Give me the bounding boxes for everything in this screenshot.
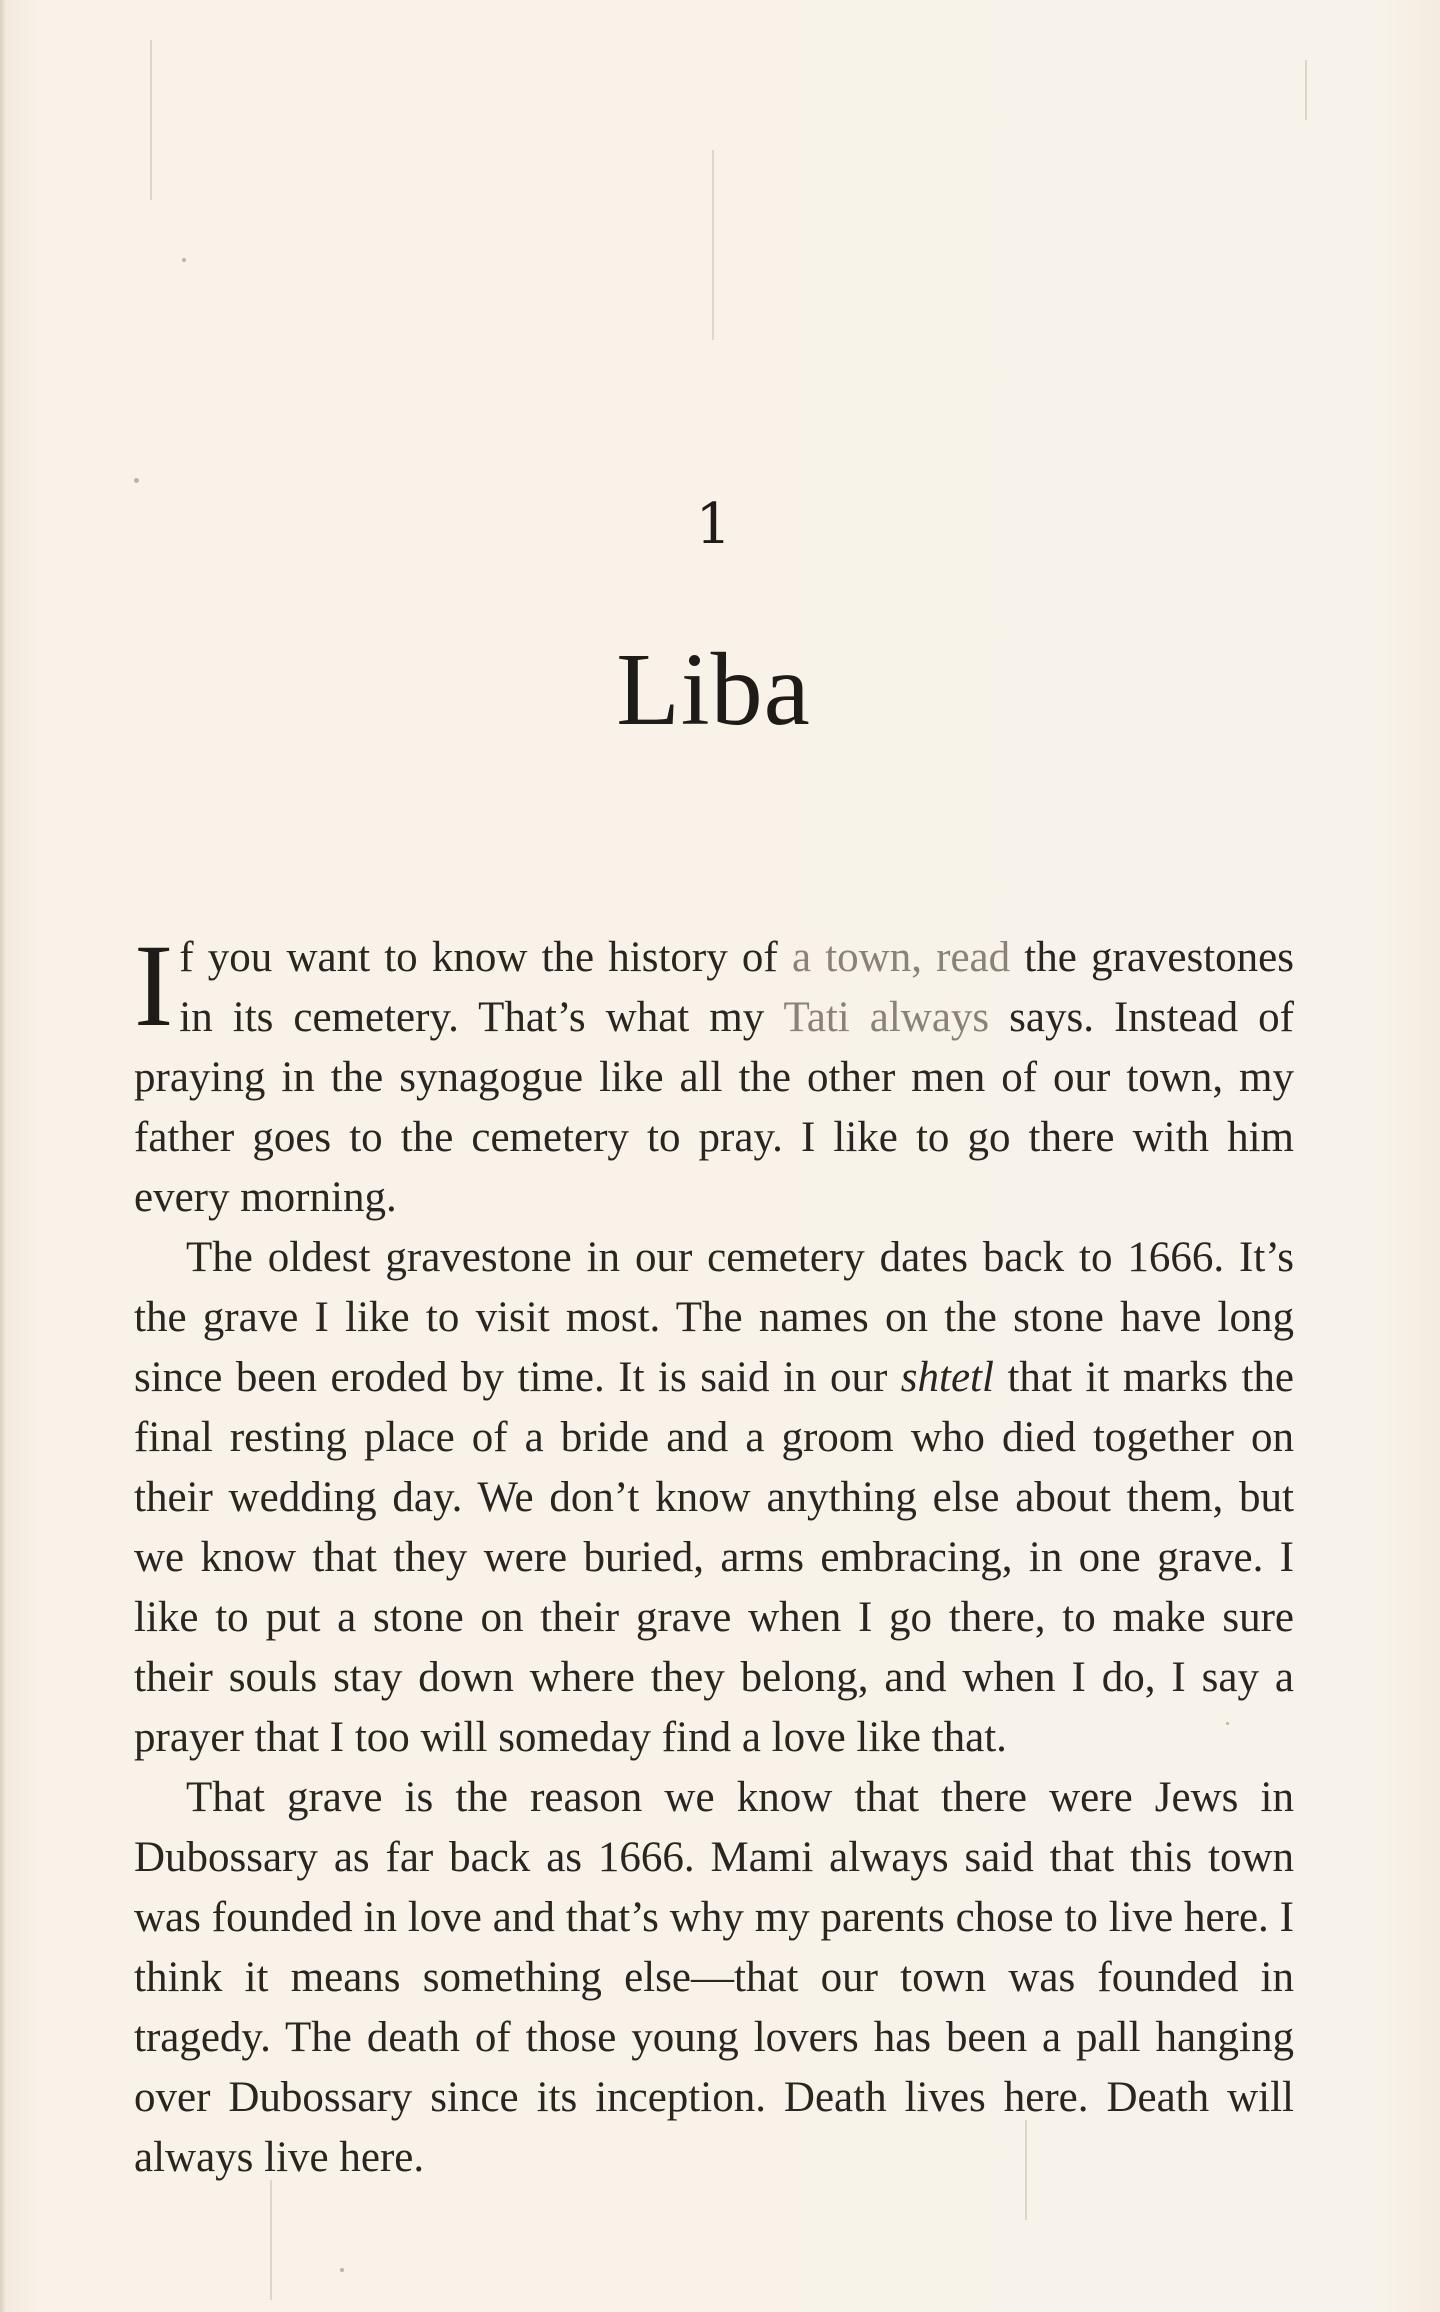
paragraph-1 — [134, 920, 1295, 1228]
paper-scratch — [150, 40, 152, 200]
paper-scratch — [1305, 60, 1307, 120]
paragraph-text: that it marks the final resting place of a bride and a groom who died together on their wedding day. We don’t know anything else about them, but we know that they were buried, arms embracing, in one grave. I like to put a stone on their grave when I go there, to make sure their souls stay down where they belong, and when I do, I say a prayer that I too will someday find a love like that. — [134, 1354, 1294, 1761]
paragraph-3: That grave is the reason we know that there were Jews in Dubossary as far back as 1666. Mami always said that this town was founded in love and that’s why my parents chose to live here. I think it means something else—that our town was founded in tragedy. The death of those young lovers has been a pall hanging over Dubossary since its inception. Death lives here. Death will always live here. — [134, 1774, 1294, 2181]
paragraph-text: says. Instead of praying in the synagogue like all the other men of our town, my father goes to the cemetery to pray. I like to go there with him every morning. — [134, 994, 1294, 1221]
chapter-number: 1 — [695, 492, 732, 557]
paragraph-text: The oldest gravestone in our cemetery dates back to 1666. It’s the grave I like to visit most. The names on the stone have long since been eroded by time. It is said in our — [134, 1234, 1294, 1401]
paragraph-text: f you want to know the history of — [179, 934, 792, 981]
paper-speck — [134, 478, 139, 483]
italic-word: shtetl — [900, 1354, 994, 1401]
page-binding-edge — [0, 0, 6, 2312]
drop-cap: I — [134, 920, 174, 1051]
paper-speck — [340, 2268, 344, 2272]
faded-text: Tati always — [783, 994, 990, 1041]
chapter-title: Liba — [616, 632, 811, 747]
paper-speck — [182, 258, 186, 262]
paragraph-2 — [134, 1228, 1294, 1768]
paper-scratch — [712, 150, 714, 340]
faded-text: a town, read — [791, 934, 1011, 981]
paragraph-text: the gravestones in its cemetery. That’s what my — [179, 934, 1295, 1041]
chapter-body — [134, 920, 1295, 2188]
paper-scratch — [270, 2180, 272, 2300]
